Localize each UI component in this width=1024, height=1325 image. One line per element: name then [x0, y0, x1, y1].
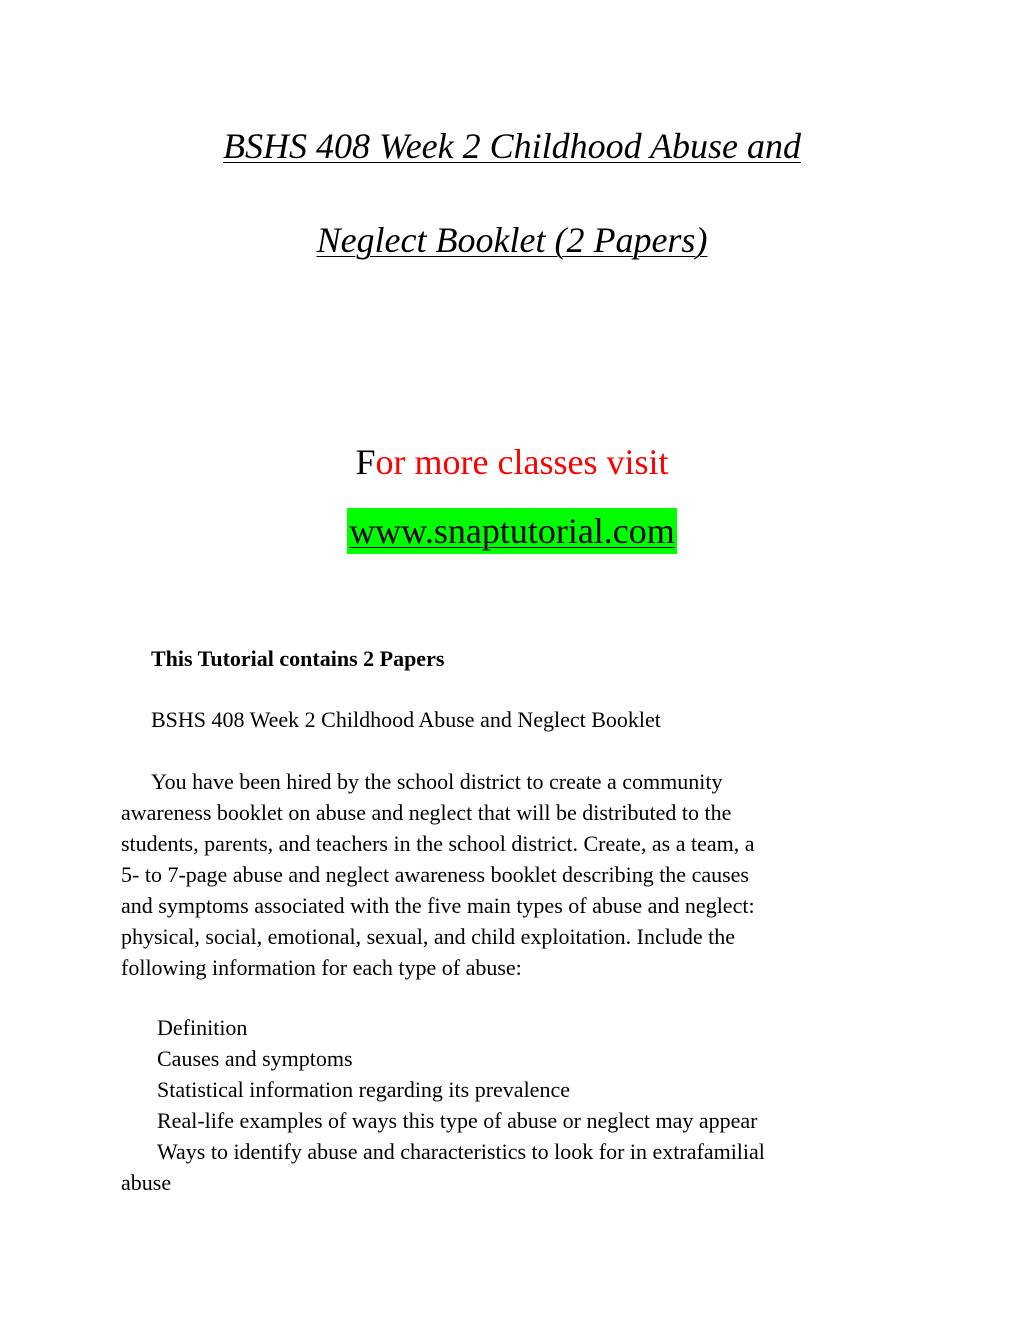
list-item — [121, 1105, 921, 1136]
assignment-paragraph — [121, 766, 901, 983]
list-item — [121, 1074, 921, 1105]
paragraph-line: awareness booklet on abuse and neglect that will be distributed to the — [121, 800, 732, 825]
list-item-continuation: abuse — [121, 1170, 172, 1195]
paragraph-line: You have been hired by the school district to create a community — [151, 769, 723, 794]
list-item-text: Causes and symptoms — [157, 1046, 353, 1071]
list-item-text: Ways to identify abuse and characteristics to look for in extrafamilial — [157, 1139, 765, 1164]
visit-first-letter: F — [355, 442, 376, 482]
tutorial-contains-heading: This Tutorial contains 2 Papers — [151, 646, 445, 671]
list-item — [121, 1136, 921, 1198]
document-title-line-1 — [0, 124, 1024, 168]
paper-subtitle: BSHS 408 Week 2 Childhood Abuse and Neglect Booklet — [151, 707, 661, 732]
list-item-text: Definition — [157, 1015, 248, 1040]
title-text-2: Neglect Booklet (2 Papers) — [316, 220, 708, 260]
list-item — [121, 1043, 921, 1074]
list-item-text: Real-life examples of ways this type of abuse or neglect may appear — [157, 1108, 758, 1133]
snaptutorial-link[interactable]: www.snaptutorial.com — [347, 508, 677, 554]
paragraph-line: following information for each type of abuse: — [121, 955, 522, 980]
list-item — [121, 1012, 921, 1043]
document-title-line-2 — [0, 218, 1024, 262]
paragraph-line: students, parents, and teachers in the school district. Create, as a team, a — [121, 831, 755, 856]
visit-promo — [0, 440, 1024, 484]
paragraph-line: physical, social, emotional, sexual, and child exploitation. Include the — [121, 924, 736, 949]
title-text-1: BSHS 408 Week 2 Childhood Abuse and — [223, 126, 801, 166]
paragraph-line: 5- to 7-page abuse and neglect awareness booklet describing the causes — [121, 862, 749, 887]
visit-text: or more classes visit — [375, 442, 669, 482]
list-item-text: Statistical information regarding its prevalence — [157, 1077, 570, 1102]
requirements-list — [121, 1012, 921, 1198]
paragraph-line: and symptoms associated with the five main types of abuse and neglect: — [121, 893, 755, 918]
url-container — [0, 508, 1024, 554]
